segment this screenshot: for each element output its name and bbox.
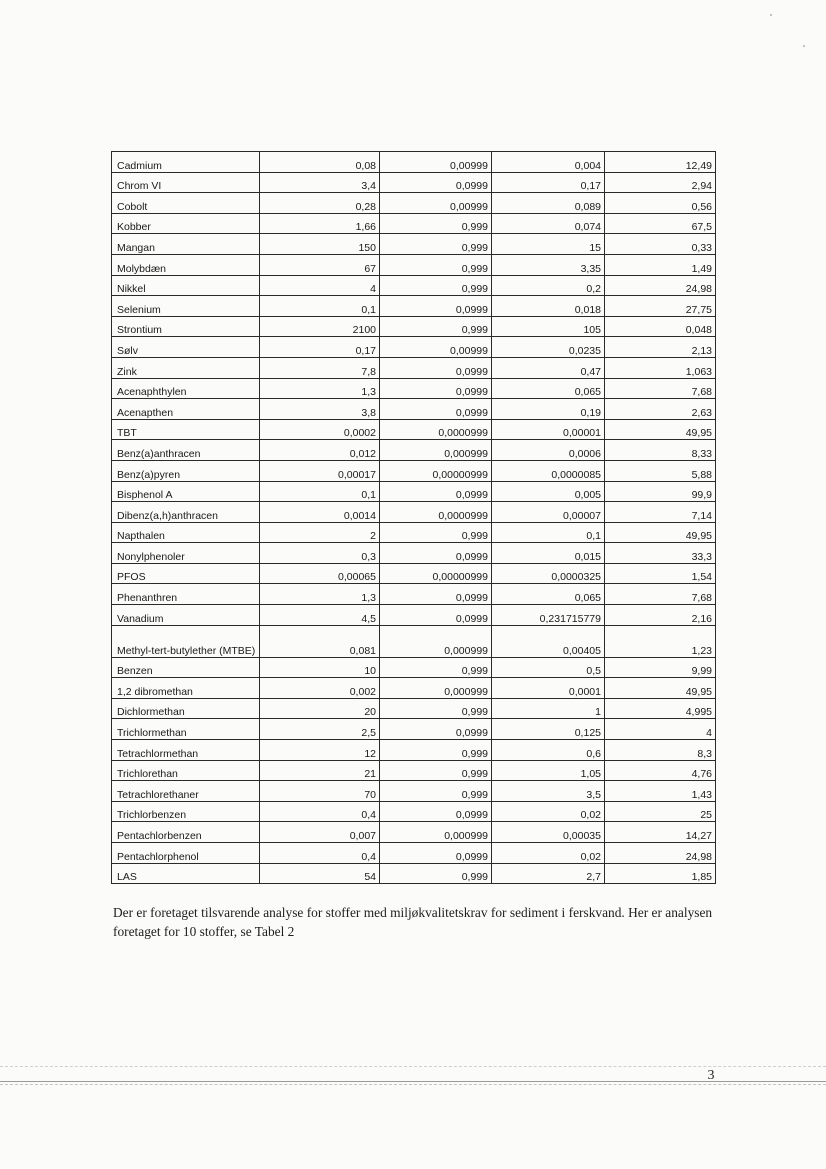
value-cell: 54 [260,863,380,884]
value-cell: 0,000999 [380,678,492,699]
value-cell: 4,76 [605,760,716,781]
value-cell: 0,999 [380,781,492,802]
value-cell: 1,43 [605,781,716,802]
value-cell: 7,14 [605,502,716,523]
table-row [112,584,716,605]
value-cell: 7,8 [260,357,380,378]
value-cell: 0,0999 [380,357,492,378]
value-cell: 0,0999 [380,172,492,193]
value-cell: 12,49 [605,152,716,173]
substance-name-cell: Pentachlorbenzen [112,822,260,843]
value-cell: 0,999 [380,275,492,296]
table-row [112,657,716,678]
substance-name-cell: Cadmium [112,152,260,173]
value-cell: 0,005 [492,481,605,502]
value-cell: 0,999 [380,213,492,234]
value-cell: 0,0999 [380,719,492,740]
table-row [112,843,716,864]
table-row [112,296,716,317]
value-cell: 1,3 [260,584,380,605]
table-row [112,460,716,481]
value-cell: 0,17 [492,172,605,193]
substance-name-cell: Methyl-tert-butylether (MTBE) [112,625,260,657]
value-cell: 0,0999 [380,399,492,420]
substance-name-cell: Zink [112,357,260,378]
value-cell: 49,95 [605,678,716,699]
value-cell: 1 [492,698,605,719]
value-cell: 0,012 [260,440,380,461]
substance-name-cell: Strontium [112,316,260,337]
substance-name-cell: 1,2 dibromethan [112,678,260,699]
value-cell: 0,02 [492,801,605,822]
value-cell: 7,68 [605,378,716,399]
value-cell: 49,95 [605,522,716,543]
value-cell: 0,17 [260,337,380,358]
value-cell: 0,125 [492,719,605,740]
value-cell: 0,0000325 [492,563,605,584]
substance-name-cell: Nikkel [112,275,260,296]
value-cell: 1,3 [260,378,380,399]
value-cell: 0,6 [492,740,605,761]
value-cell: 1,85 [605,863,716,884]
value-cell: 0,1 [260,481,380,502]
substance-name-cell: Phenanthren [112,584,260,605]
value-cell: 1,23 [605,625,716,657]
value-cell: 2 [260,522,380,543]
value-cell: 0,0006 [492,440,605,461]
value-cell: 24,98 [605,275,716,296]
substance-name-cell: Mangan [112,234,260,255]
value-cell: 0,999 [380,657,492,678]
value-cell: 8,33 [605,440,716,461]
value-cell: 0,0999 [380,296,492,317]
substance-name-cell: Trichlorethan [112,760,260,781]
value-cell: 0,0001 [492,678,605,699]
value-cell: 8,3 [605,740,716,761]
value-cell: 0,0999 [380,605,492,626]
value-cell: 0,00007 [492,502,605,523]
value-cell: 0,0999 [380,843,492,864]
value-cell: 0,08 [260,152,380,173]
value-cell: 0,999 [380,234,492,255]
value-cell: 0,28 [260,193,380,214]
substance-name-cell: Trichlorbenzen [112,801,260,822]
value-cell: 0,4 [260,801,380,822]
substance-name-cell: Tetrachlormethan [112,740,260,761]
value-cell: 0,47 [492,357,605,378]
substance-table [111,151,716,884]
value-cell: 0,065 [492,584,605,605]
substance-name-cell: Acenapthen [112,399,260,420]
value-cell: 0,00035 [492,822,605,843]
value-cell: 0,3 [260,543,380,564]
value-cell: 0,00001 [492,419,605,440]
table-row [112,502,716,523]
value-cell: 0,0235 [492,337,605,358]
value-cell: 0,0000085 [492,460,605,481]
value-cell: 1,66 [260,213,380,234]
substance-name-cell: TBT [112,419,260,440]
value-cell: 9,99 [605,657,716,678]
substance-name-cell: Benzen [112,657,260,678]
value-cell: 0,00000999 [380,563,492,584]
value-cell: 33,3 [605,543,716,564]
value-cell: 2,16 [605,605,716,626]
value-cell: 67,5 [605,213,716,234]
body-paragraph: Der er foretaget tilsvarende analyse for stoffer med miljøkvalitetskrav for sediment i ferskvand. Her er analysen foretaget for 10 stoffer, se Tabel 2 [113,905,713,939]
value-cell: 0,015 [492,543,605,564]
substance-name-cell: PFOS [112,563,260,584]
value-cell: 4,5 [260,605,380,626]
substance-name-cell: Dibenz(a,h)anthracen [112,502,260,523]
substance-name-cell: Vanadium [112,605,260,626]
substance-name-cell: Pentachlorphenol [112,843,260,864]
footer-rule [0,1084,826,1085]
substance-name-cell: Trichlormethan [112,719,260,740]
value-cell: 7,68 [605,584,716,605]
table-row [112,698,716,719]
table-row [112,760,716,781]
value-cell: 0,1 [260,296,380,317]
value-cell: 105 [492,316,605,337]
value-cell: 0,0000999 [380,419,492,440]
value-cell: 0,0999 [380,584,492,605]
value-cell: 0,5 [492,657,605,678]
value-cell: 0,004 [492,152,605,173]
value-cell: 0,33 [605,234,716,255]
value-cell: 70 [260,781,380,802]
value-cell: 4,995 [605,698,716,719]
table-row [112,863,716,884]
value-cell: 0,19 [492,399,605,420]
table-row [112,419,716,440]
table-row [112,337,716,358]
table-row [112,254,716,275]
value-cell: 0,002 [260,678,380,699]
value-cell: 0,00000999 [380,460,492,481]
substance-name-cell: Nonylphenoler [112,543,260,564]
table-row [112,275,716,296]
value-cell: 0,018 [492,296,605,317]
value-cell: 0,081 [260,625,380,657]
value-cell: 21 [260,760,380,781]
table-row [112,378,716,399]
value-cell: 0,074 [492,213,605,234]
value-cell: 2,13 [605,337,716,358]
table-row [112,172,716,193]
value-cell: 0,00999 [380,337,492,358]
value-cell: 49,95 [605,419,716,440]
value-cell: 0,56 [605,193,716,214]
value-cell: 14,27 [605,822,716,843]
value-cell: 0,02 [492,843,605,864]
substance-name-cell: Sølv [112,337,260,358]
value-cell: 0,00405 [492,625,605,657]
substance-name-cell: Benz(a)pyren [112,460,260,481]
value-cell: 1,063 [605,357,716,378]
value-cell: 0,0999 [380,801,492,822]
value-cell: 2100 [260,316,380,337]
table-row [112,316,716,337]
value-cell: 2,63 [605,399,716,420]
table-row [112,719,716,740]
value-cell: 0,0014 [260,502,380,523]
value-cell: 1,54 [605,563,716,584]
value-cell: 0,999 [380,316,492,337]
table-row [112,678,716,699]
substance-name-cell: Tetrachlorethaner [112,781,260,802]
substance-name-cell: Benz(a)anthracen [112,440,260,461]
value-cell: 150 [260,234,380,255]
value-cell: 15 [492,234,605,255]
value-cell: 67 [260,254,380,275]
table-row [112,543,716,564]
table-row [112,234,716,255]
table-row [112,357,716,378]
value-cell: 0,00999 [380,152,492,173]
table-row [112,625,716,657]
value-cell: 24,98 [605,843,716,864]
table-row [112,152,716,173]
table-row [112,399,716,420]
value-cell: 0,4 [260,843,380,864]
value-cell: 0,000999 [380,822,492,843]
value-cell: 0,089 [492,193,605,214]
value-cell: 0,007 [260,822,380,843]
table-row [112,605,716,626]
substance-name-cell: Bisphenol A [112,481,260,502]
value-cell: 12 [260,740,380,761]
value-cell: 0,0999 [380,378,492,399]
value-cell: 0,00017 [260,460,380,481]
value-cell: 99,9 [605,481,716,502]
substance-name-cell: Napthalen [112,522,260,543]
value-cell: 5,88 [605,460,716,481]
substance-name-cell: Chrom VI [112,172,260,193]
value-cell: 0,231715779 [492,605,605,626]
substance-name-cell: Cobolt [112,193,260,214]
value-cell: 0,048 [605,316,716,337]
substance-name-cell: Acenaphthylen [112,378,260,399]
value-cell: 0,000999 [380,625,492,657]
table-row [112,213,716,234]
value-cell: 3,5 [492,781,605,802]
value-cell: 2,5 [260,719,380,740]
value-cell: 0,999 [380,698,492,719]
table-row [112,822,716,843]
table-row [112,440,716,461]
scan-speck [770,14,772,16]
value-cell: 0,00999 [380,193,492,214]
value-cell: 0,065 [492,378,605,399]
table-row [112,481,716,502]
substance-name-cell: Molybdæn [112,254,260,275]
scan-speck [803,45,805,47]
value-cell: 4 [605,719,716,740]
value-cell: 0,2 [492,275,605,296]
table-row [112,193,716,214]
footer-rule [0,1066,826,1067]
table-row [112,522,716,543]
table-row [112,740,716,761]
value-cell: 3,4 [260,172,380,193]
table-row [112,801,716,822]
value-cell: 27,75 [605,296,716,317]
value-cell: 3,35 [492,254,605,275]
page-number: 3 [707,1068,715,1083]
value-cell: 4 [260,275,380,296]
value-cell: 0,999 [380,740,492,761]
value-cell: 0,000999 [380,440,492,461]
value-cell: 3,8 [260,399,380,420]
substance-name-cell: Kobber [112,213,260,234]
value-cell: 0,1 [492,522,605,543]
value-cell: 0,999 [380,760,492,781]
value-cell: 0,00065 [260,563,380,584]
substance-name-cell: Selenium [112,296,260,317]
table-row [112,781,716,802]
value-cell: 25 [605,801,716,822]
value-cell: 0,999 [380,254,492,275]
value-cell: 0,0002 [260,419,380,440]
value-cell: 0,999 [380,522,492,543]
table-row [112,563,716,584]
value-cell: 0,0999 [380,543,492,564]
substance-name-cell: LAS [112,863,260,884]
value-cell: 0,999 [380,863,492,884]
value-cell: 1,05 [492,760,605,781]
value-cell: 0,0000999 [380,502,492,523]
value-cell: 0,0999 [380,481,492,502]
substance-name-cell: Dichlormethan [112,698,260,719]
value-cell: 2,94 [605,172,716,193]
value-cell: 1,49 [605,254,716,275]
value-cell: 2,7 [492,863,605,884]
value-cell: 10 [260,657,380,678]
value-cell: 20 [260,698,380,719]
table-body [112,152,716,884]
